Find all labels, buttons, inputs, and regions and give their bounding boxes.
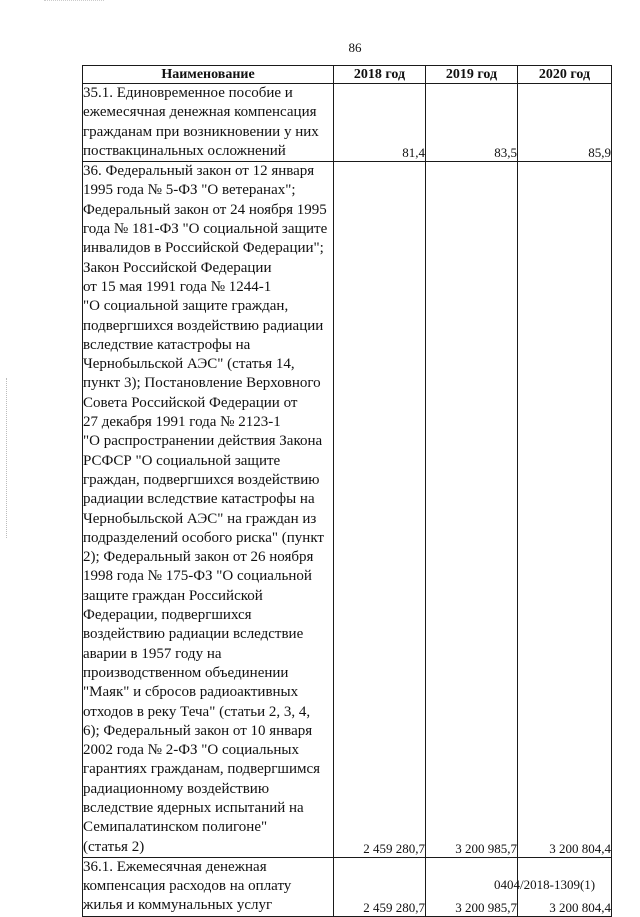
row-name-line: 1995 года № 5-ФЗ "О ветеранах"; xyxy=(83,182,296,199)
row-name-line: пункт 3); Постановление Верховного xyxy=(83,375,321,392)
table-row xyxy=(83,84,612,162)
row-value-2018: 2 459 280,7 xyxy=(334,857,426,916)
row-name-line: 2002 года № 2-ФЗ "О социальных xyxy=(83,742,299,759)
row-name-line: "О распространении действия Закона xyxy=(83,433,323,450)
row-name-line: "Маяк" и сбросов радиоактивных xyxy=(83,684,299,701)
row-name-line: года № 181-ФЗ "О социальной защите xyxy=(83,221,328,238)
row-name-line: вследствие катастрофы на xyxy=(83,336,251,353)
row-name-line: Совета Российской Федерации от xyxy=(83,394,298,411)
row-name-line: радиации вследствие катастрофы на xyxy=(83,491,315,508)
row-name-line: Семипалатинском полигоне" xyxy=(83,819,268,836)
budget-table xyxy=(82,65,612,917)
row-name-line: вследствие ядерных испытаний на xyxy=(83,799,304,816)
table-row xyxy=(83,162,612,858)
row-name-line: граждан, подвергшихся воздействию xyxy=(83,471,320,488)
row-name-line: 6); Федеральный закон от 10 января xyxy=(83,722,313,739)
row-name-line: 35.1. Единовременное пособие и xyxy=(83,85,293,101)
row-name-line: (статья 2) xyxy=(83,838,145,855)
row-value-2018: 81,4 xyxy=(334,84,426,162)
row-value-2019: 3 200 985,7 xyxy=(426,162,518,858)
row-name-line: Федерации, подвергшихся xyxy=(83,607,252,624)
row-name-line: 1998 года № 175-ФЗ "О социальной xyxy=(83,568,312,585)
row-name-line: компенсация расходов на оплату xyxy=(83,878,292,895)
row-name-line: "О социальной защите граждан, xyxy=(83,298,289,315)
row-name-line: Закон Российской Федерации xyxy=(83,259,272,276)
header-2019: 2019 год xyxy=(426,66,518,84)
header-2018: 2018 год xyxy=(334,66,426,84)
row-name-line: ежемесячная денежная компенсация xyxy=(83,104,317,121)
row-name-line: 36.1. Ежемесячная денежная xyxy=(83,858,267,875)
row-name-line: от 15 мая 1991 года № 1244-1 xyxy=(83,278,272,295)
row-name-line: Федеральный закон от 24 ноября 1995 xyxy=(83,201,327,218)
row-name-line: РСФСР "О социальной защите xyxy=(83,452,281,469)
row-name-line: гарантиях гражданам, подвергшимся xyxy=(83,761,321,778)
row-value-2019: 3 200 985,7 xyxy=(426,857,518,916)
row-name-line: радиационному воздействию xyxy=(83,780,270,797)
row-name-line: подвергшихся воздействию радиации xyxy=(83,317,324,334)
row-name-line: 2); Федеральный закон от 26 ноября xyxy=(83,549,314,566)
row-value-2020: 3 200 804,4 xyxy=(518,162,612,858)
scan-artifact xyxy=(6,378,8,538)
page-number: 86 xyxy=(348,40,362,55)
row-name-line: Чернобыльской АЭС" на граждан из xyxy=(83,510,317,527)
table-body xyxy=(83,84,612,917)
row-name-line: 36. Федеральный закон от 12 января xyxy=(83,163,315,180)
row-value-2020: 3 200 804,4 xyxy=(518,857,612,916)
row-name-line: поствакцинальных осложнений xyxy=(83,142,286,159)
row-name-line: 27 декабря 1991 года № 2123-1 xyxy=(83,414,281,431)
row-name-line: гражданам при возникновении у них xyxy=(83,123,319,140)
scan-artifact xyxy=(44,0,104,4)
row-name-line: аварии в 1957 году на xyxy=(83,645,222,662)
row-value-2019: 83,5 xyxy=(426,84,518,162)
row-name-line: воздействию радиации вследствие xyxy=(83,626,304,643)
header-name: Наименование xyxy=(83,66,334,84)
row-name-line: защите граждан Российской xyxy=(83,587,263,604)
table-header-row xyxy=(83,66,612,84)
row-name-cell xyxy=(83,84,334,162)
document-code: 0404/2018-1309(1) xyxy=(494,877,596,892)
row-name-line: Чернобыльской АЭС" (статья 14, xyxy=(83,356,295,373)
row-name-cell xyxy=(83,162,334,858)
row-name-line: подразделений особого риска" (пункт xyxy=(83,529,324,546)
row-name-line: производственном объединении xyxy=(83,664,289,681)
row-name-cell xyxy=(83,857,334,916)
row-name-line: инвалидов в Российской Федерации"; xyxy=(83,240,324,257)
row-value-2020: 85,9 xyxy=(518,84,612,162)
row-name-line: жилья и коммунальных услуг xyxy=(83,897,273,914)
row-value-2018: 2 459 280,7 xyxy=(334,162,426,858)
header-2020: 2020 год xyxy=(518,66,612,84)
row-name-line: отходов в реку Теча" (статьи 2, 3, 4, xyxy=(83,703,311,720)
